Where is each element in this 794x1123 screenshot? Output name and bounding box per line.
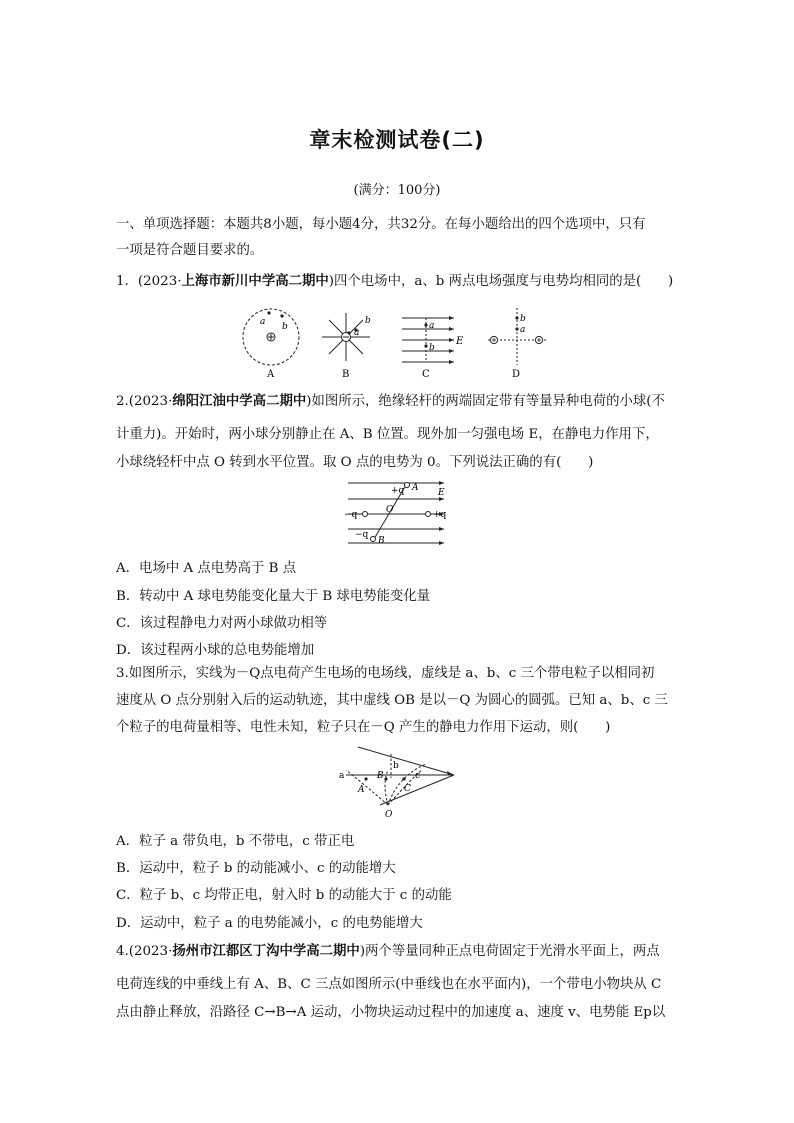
question-3-line3: 个粒子的电荷量相等、电性未知，粒子只在－Q 产生的静电力作用下运动，则( ) [116,720,611,735]
question-3-line1: 3.如图所示，实线为－Q点电荷产生电场的电场线，虚线是 a、b、c 三个带电粒子以相同初 [116,666,655,681]
question-2-line2: 计重力)。开始时，两小球分别静止在 A、B 位置。现外加一匀强电场 E，在静电力作用下， [116,427,659,442]
q1-a-label-B: a [354,328,360,338]
q1-a-label-D: a [520,325,526,335]
q1-b-label-B: b [365,316,371,326]
q2-label-B: B [378,536,385,546]
section-heading-line1: 一、单项选择题：本题共8小题，每小题4分，共32分。在每小题给出的四个选项中，只有 [116,217,646,232]
q3-label-a: a [339,771,345,781]
q2-label-A: A [412,483,419,493]
q1-fig-label-A: A [267,369,275,380]
q3-option-d: D．运动中，粒子 a 的电势能减小，c 的电势能增大 [116,916,423,931]
q1-b-label-A: b [282,322,288,332]
q3-label-c: c [415,771,421,781]
q2-plus-q-A: +q [391,486,405,496]
q3-label-C: C [404,784,411,794]
q3-option-a: A．粒子 a 带负电，b 不带电，c 带正电 [116,834,355,849]
q3-label-A: A [358,785,365,795]
q2-source: 绵阳江油中学高二期中 [172,393,307,409]
page-title: 章末检测试卷(二) [309,128,485,152]
q2-option-a: A．电场中 A 点电势高于 B 点 [116,561,297,576]
q1-E-label: E [456,336,464,347]
q3-label-O: O [385,810,393,820]
question-3-line2: 速度从 O 点分别射入后的运动轨迹，其中虚线 OB 是以－Q 为圆心的圆弧。已知 a、b、c 三 [116,693,668,708]
score-note: (满分：100分) [353,183,441,198]
q3-label-B: B [377,771,384,781]
q1-prefix: 1．(2023· [116,274,182,289]
q4-text1: )两个等量同种正点电荷固定于光滑水平面上，两点 [359,944,660,959]
q1-text: )四个电场中，a、b 两点电场强度与电势均相同的是( ) [328,274,674,289]
q1-source: 上海市新川中学高二期中 [181,273,329,289]
question-4-line1 [116,945,682,958]
q2-label-O: O [386,505,394,515]
section-heading-line2: 一项是符合题目要求的。 [116,243,264,258]
q3-label-b: b [393,761,399,771]
question-4-line2: 电荷连线的中垂线上有 A、B、C 三点如图所示(中垂线也在水平面内)，一个带电小物块从 C [116,977,662,992]
q3-option-b: B．运动中，粒子 b 的动能减小、c 的动能增大 [116,861,396,876]
q1-a-label-A: a [260,317,266,327]
q2-minus-q: −q [344,510,358,520]
question-2-line1 [116,395,682,408]
q2-minus-q-B: −q [355,530,369,540]
q1-fig-label-B: B [342,369,350,380]
q1-a-label-C: a [429,321,435,331]
q2-plus-q: +q [433,510,447,520]
question-2-line3: 小球绕轻杆中点 O 转到水平位置。取 O 点的电势为 0。下列说法正确的有( ) [116,455,594,470]
q1-fig-label-D: D [512,369,521,380]
q4-prefix: 4.(2023· [116,944,173,959]
q2-option-c: C．该过程静电力对两小球做功相等 [116,616,328,631]
q2-option-b: B．转动中 A 球电势能变化量大于 B 球电势能变化量 [116,589,431,604]
q3-figure [336,742,461,820]
q1-b-label-D: b [520,314,526,324]
q2-figure [338,477,458,547]
q2-label-E: E [438,488,445,498]
q1-figure [236,305,556,380]
q4-source: 扬州市江都区丁沟中学高二期中 [172,943,360,959]
q2-prefix: 2.(2023· [116,394,173,409]
question-4-line3: 点由静止释放，沿路径 C→B→A 运动，小物块运动过程中的加速度 a、速度 v、电势能 Ep以 [116,1005,666,1020]
q1-b-label-C: b [429,343,435,353]
q2-text1: )如图所示，绝缘轻杆的两端固定带有等量异种电荷的小球(不 [306,394,665,409]
q2-option-d: D．该过程两小球的总电势能增加 [116,643,315,658]
question-1 [116,275,682,288]
q1-fig-label-C: C [422,369,430,380]
q3-option-c: C．粒子 b、c 均带正电，射入时 b 的动能大于 c 的动能 [116,888,452,903]
